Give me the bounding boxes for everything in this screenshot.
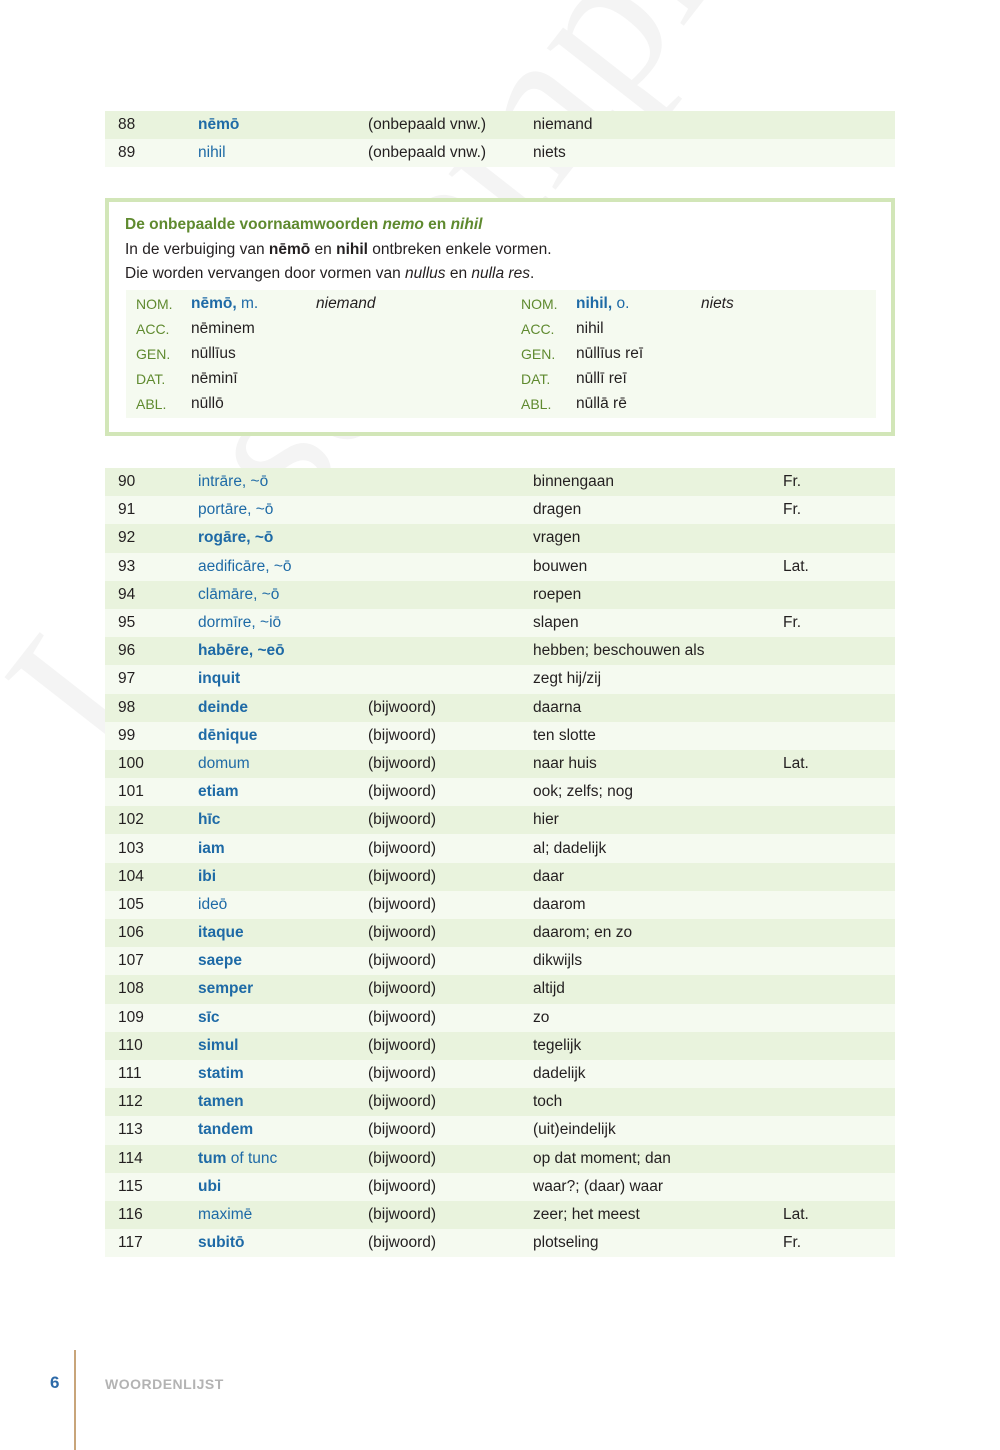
language-note	[783, 111, 895, 139]
table-row	[105, 1004, 895, 1032]
word-type: (bijwoord)	[368, 1116, 533, 1144]
language-note	[783, 919, 895, 947]
word-type: (onbepaald vnw.)	[368, 111, 533, 139]
language-note	[783, 665, 895, 693]
entry-number: 100	[105, 750, 198, 778]
language-note	[783, 694, 895, 722]
dutch-translation: zegt hij/zij	[533, 665, 783, 693]
word-type: (bijwoord)	[368, 750, 533, 778]
table-row	[105, 111, 895, 139]
table-row	[105, 778, 895, 806]
nihil-form: nūllīus reī	[576, 345, 644, 362]
language-note	[783, 1173, 895, 1201]
dutch-translation: dikwijls	[533, 947, 783, 975]
entry-number: 111	[105, 1060, 198, 1088]
nemo-form: nēminem	[191, 320, 255, 337]
dutch-translation: niemand	[533, 111, 783, 139]
dutch-translation: toch	[533, 1088, 783, 1116]
latin-word: sīc	[198, 1004, 368, 1032]
declension-table	[126, 290, 876, 418]
table-row	[105, 834, 895, 862]
latin-word: iam	[198, 834, 368, 862]
latin-word: ubi	[198, 1173, 368, 1201]
dutch-translation: ook; zelfs; nog	[533, 778, 783, 806]
dutch-translation: hebben; beschouwen als	[533, 637, 783, 665]
dutch-translation: altijd	[533, 975, 783, 1003]
word-type: (bijwoord)	[368, 1201, 533, 1229]
dutch-translation: daarom	[533, 891, 783, 919]
box-line-1: In de verbuiging van nēmō en nihil ontbreken enkele vormen.	[125, 241, 552, 258]
word-type: (bijwoord)	[368, 1229, 533, 1257]
word-type	[368, 581, 533, 609]
dutch-translation: daarom; en zo	[533, 919, 783, 947]
table-row	[105, 722, 895, 750]
language-note	[783, 1060, 895, 1088]
dutch-translation: vragen	[533, 524, 783, 552]
dutch-translation: zo	[533, 1004, 783, 1032]
table-row	[105, 947, 895, 975]
vocab-table-top	[105, 111, 895, 167]
language-note	[783, 139, 895, 167]
table-row	[105, 1229, 895, 1257]
grammar-box	[105, 198, 895, 436]
word-type: (bijwoord)	[368, 863, 533, 891]
entry-number: 103	[105, 834, 198, 862]
nihil-form: nihil	[576, 320, 604, 337]
dutch-translation: zeer; het meest	[533, 1201, 783, 1229]
word-type	[368, 496, 533, 524]
language-note	[783, 834, 895, 862]
table-row	[105, 863, 895, 891]
nemo-form: nūllīus	[191, 345, 236, 362]
word-type	[368, 637, 533, 665]
dutch-translation: slapen	[533, 609, 783, 637]
table-row	[105, 524, 895, 552]
table-row	[105, 496, 895, 524]
nihil-gloss: niets	[701, 295, 734, 312]
language-note	[783, 1004, 895, 1032]
entry-number: 90	[105, 468, 198, 496]
latin-word: aedificāre, ~ō	[198, 553, 368, 581]
table-row	[105, 1201, 895, 1229]
dutch-translation: hier	[533, 806, 783, 834]
entry-number: 89	[105, 139, 198, 167]
table-row	[105, 1032, 895, 1060]
language-note	[783, 1032, 895, 1060]
nemo-form: nūllō	[191, 395, 224, 412]
entry-number: 110	[105, 1032, 198, 1060]
dutch-translation: daarna	[533, 694, 783, 722]
latin-word: intrāre, ~ō	[198, 468, 368, 496]
language-note	[783, 947, 895, 975]
table-row	[105, 609, 895, 637]
latin-word: dormīre, ~iō	[198, 609, 368, 637]
case-label: DAT.	[136, 371, 166, 387]
nihil-form: nūllā rē	[576, 395, 627, 412]
word-type	[368, 609, 533, 637]
language-note	[783, 975, 895, 1003]
language-note	[783, 891, 895, 919]
latin-word: etiam	[198, 778, 368, 806]
entry-number: 102	[105, 806, 198, 834]
word-type: (bijwoord)	[368, 1088, 533, 1116]
table-row	[105, 637, 895, 665]
section-label: WOORDENLIJST	[105, 1376, 224, 1392]
table-row	[105, 806, 895, 834]
latin-word: semper	[198, 975, 368, 1003]
entry-number: 115	[105, 1173, 198, 1201]
word-type: (bijwoord)	[368, 694, 533, 722]
table-row	[105, 1145, 895, 1173]
dutch-translation: (uit)eindelijk	[533, 1116, 783, 1144]
dutch-translation: tegelijk	[533, 1032, 783, 1060]
language-note	[783, 1088, 895, 1116]
entry-number: 91	[105, 496, 198, 524]
word-type: (bijwoord)	[368, 919, 533, 947]
nemo-header: nēmō, m.	[191, 295, 259, 312]
latin-word: clāmāre, ~ō	[198, 581, 368, 609]
word-type	[368, 468, 533, 496]
language-note: Fr.	[783, 496, 895, 524]
latin-word: deinde	[198, 694, 368, 722]
entry-number: 108	[105, 975, 198, 1003]
vocab-table-main	[105, 468, 895, 1257]
word-type: (bijwoord)	[368, 778, 533, 806]
entry-number: 114	[105, 1145, 198, 1173]
latin-word: subitō	[198, 1229, 368, 1257]
latin-word: dēnique	[198, 722, 368, 750]
language-note: Fr.	[783, 1229, 895, 1257]
case-label: GEN.	[521, 346, 556, 362]
latin-word: maximē	[198, 1201, 368, 1229]
language-note	[783, 1116, 895, 1144]
dutch-translation: roepen	[533, 581, 783, 609]
dutch-translation: al; dadelijk	[533, 834, 783, 862]
entry-number: 93	[105, 553, 198, 581]
case-label: ACC.	[521, 321, 555, 337]
latin-word: simul	[198, 1032, 368, 1060]
word-type: (bijwoord)	[368, 806, 533, 834]
dutch-translation: plotseling	[533, 1229, 783, 1257]
latin-word: tandem	[198, 1116, 368, 1144]
entry-number: 106	[105, 919, 198, 947]
case-label: DAT.	[521, 371, 551, 387]
latin-word: saepe	[198, 947, 368, 975]
case-label: ACC.	[136, 321, 170, 337]
word-type: (bijwoord)	[368, 1004, 533, 1032]
language-note	[783, 524, 895, 552]
latin-word: hīc	[198, 806, 368, 834]
word-type: (bijwoord)	[368, 975, 533, 1003]
table-row	[105, 1060, 895, 1088]
word-type: (bijwoord)	[368, 722, 533, 750]
dutch-translation: niets	[533, 139, 783, 167]
latin-word: statim	[198, 1060, 368, 1088]
table-row	[105, 1173, 895, 1201]
word-type: (bijwoord)	[368, 1060, 533, 1088]
entry-number: 107	[105, 947, 198, 975]
table-row	[105, 975, 895, 1003]
box-title: De onbepaalde voornaamwoorden nemo en nihil	[125, 216, 483, 233]
language-note	[783, 778, 895, 806]
table-row	[105, 581, 895, 609]
entry-number: 94	[105, 581, 198, 609]
word-type: (onbepaald vnw.)	[368, 139, 533, 167]
language-note: Lat.	[783, 553, 895, 581]
language-note: Fr.	[783, 609, 895, 637]
entry-number: 101	[105, 778, 198, 806]
entry-number: 113	[105, 1116, 198, 1144]
latin-word: domum	[198, 750, 368, 778]
nemo-gloss: niemand	[316, 295, 376, 312]
word-type: (bijwoord)	[368, 891, 533, 919]
dutch-translation: naar huis	[533, 750, 783, 778]
table-row	[105, 1088, 895, 1116]
table-row	[105, 1116, 895, 1144]
page-number: 6	[50, 1373, 60, 1392]
dutch-translation: ten slotte	[533, 722, 783, 750]
dutch-translation: dragen	[533, 496, 783, 524]
language-note	[783, 581, 895, 609]
language-note: Fr.	[783, 468, 895, 496]
latin-word: habēre, ~eō	[198, 637, 368, 665]
latin-word: inquit	[198, 665, 368, 693]
latin-word: tum of tunc	[198, 1145, 368, 1173]
table-row	[105, 891, 895, 919]
dutch-translation: binnengaan	[533, 468, 783, 496]
table-row	[105, 553, 895, 581]
language-note	[783, 1145, 895, 1173]
latin-word: itaque	[198, 919, 368, 947]
table-row	[105, 694, 895, 722]
word-type: (bijwoord)	[368, 947, 533, 975]
entry-number: 92	[105, 524, 198, 552]
word-type	[368, 524, 533, 552]
nemo-form: nēminī	[191, 370, 238, 387]
case-label: ABL.	[136, 396, 167, 412]
language-note: Lat.	[783, 1201, 895, 1229]
entry-number: 99	[105, 722, 198, 750]
dutch-translation: daar	[533, 863, 783, 891]
case-label: ABL.	[521, 396, 552, 412]
language-note	[783, 637, 895, 665]
dutch-translation: waar?; (daar) waar	[533, 1173, 783, 1201]
table-row	[105, 468, 895, 496]
table-row	[105, 750, 895, 778]
entry-number: 95	[105, 609, 198, 637]
case-label: NOM.	[136, 296, 173, 312]
nihil-form: nūllī reī	[576, 370, 627, 387]
entry-number: 117	[105, 1229, 198, 1257]
nihil-header: nihil, o.	[576, 295, 630, 312]
language-note	[783, 863, 895, 891]
word-type: (bijwoord)	[368, 1173, 533, 1201]
entry-number: 96	[105, 637, 198, 665]
footer-divider	[74, 1350, 76, 1450]
latin-word: rogāre, ~ō	[198, 524, 368, 552]
language-note: Lat.	[783, 750, 895, 778]
box-line-2: Die worden vervangen door vormen van nullus en nulla res.	[125, 265, 535, 282]
word-type	[368, 553, 533, 581]
language-note	[783, 722, 895, 750]
entry-number: 104	[105, 863, 198, 891]
entry-number: 97	[105, 665, 198, 693]
latin-word: nihil	[198, 139, 368, 167]
entry-number: 88	[105, 111, 198, 139]
language-note	[783, 806, 895, 834]
entry-number: 109	[105, 1004, 198, 1032]
dutch-translation: dadelijk	[533, 1060, 783, 1088]
entry-number: 112	[105, 1088, 198, 1116]
dutch-translation: op dat moment; dan	[533, 1145, 783, 1173]
word-type: (bijwoord)	[368, 1145, 533, 1173]
word-type: (bijwoord)	[368, 834, 533, 862]
table-row	[105, 139, 895, 167]
latin-word: nēmō	[198, 111, 368, 139]
word-type	[368, 665, 533, 693]
table-row	[105, 919, 895, 947]
latin-word: tamen	[198, 1088, 368, 1116]
entry-number: 105	[105, 891, 198, 919]
entry-number: 98	[105, 694, 198, 722]
case-label: NOM.	[521, 296, 558, 312]
case-label: GEN.	[136, 346, 171, 362]
word-type: (bijwoord)	[368, 1032, 533, 1060]
latin-word: ibi	[198, 863, 368, 891]
dutch-translation: bouwen	[533, 553, 783, 581]
latin-word: ideō	[198, 891, 368, 919]
table-row	[105, 665, 895, 693]
latin-word: portāre, ~ō	[198, 496, 368, 524]
entry-number: 116	[105, 1201, 198, 1229]
